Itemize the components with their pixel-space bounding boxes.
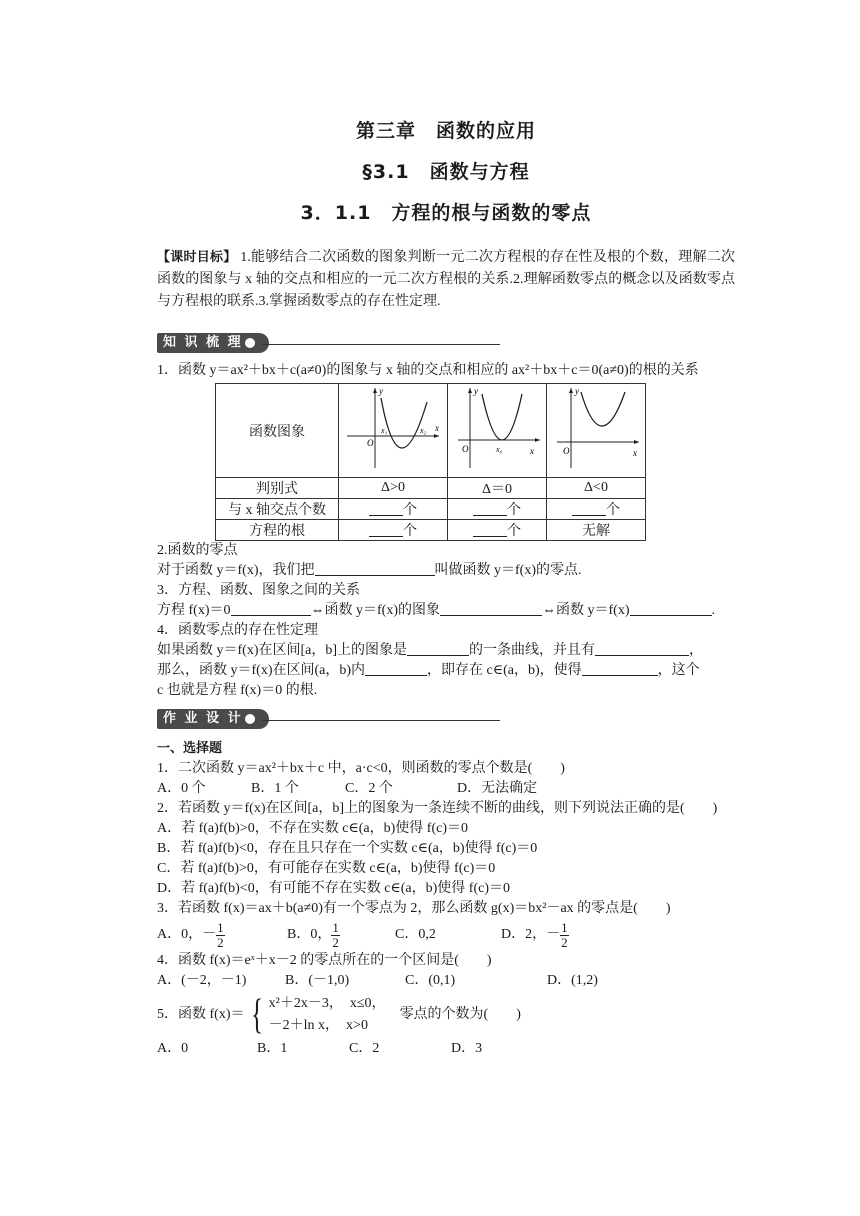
option-a[interactable]: A．0，－ $\frac{1}{2}$ bbox=[157, 919, 224, 950]
question-1: 1．二次函数 y＝ax²＋bx＋c 中，a·c<0，则函数的零点个数是( ) bbox=[157, 761, 565, 776]
fill-blank[interactable] bbox=[473, 501, 507, 516]
table-cell: Δ>0 bbox=[339, 478, 448, 499]
table-cell[interactable]: 个 bbox=[448, 520, 547, 541]
exercise-heading: 一、选择题 bbox=[157, 741, 223, 756]
knowledge-item-3-title: 3．方程、函数、图象之间的关系 bbox=[157, 583, 360, 598]
fill-blank[interactable] bbox=[407, 641, 469, 656]
question-3: 3．若函数 f(x)＝ax＋b(a≠0)有一个零点为 2，那么函数 g(x)＝bx²－ax 的零点是( ) bbox=[157, 901, 671, 916]
document-page bbox=[157, 112, 735, 1059]
badge-dot-icon bbox=[245, 714, 255, 724]
option-c[interactable]: C．0,2 bbox=[395, 927, 436, 942]
axis-x-label: x bbox=[435, 423, 439, 433]
option-c[interactable]: C．2 个 bbox=[345, 781, 393, 796]
knowledge-item-1: 1．函数 y＝ax²＋bx＋c(a≠0)的图象与 x 轴的交点和相应的 ax²＋bx＋c＝0(a≠0)的根的关系 bbox=[157, 363, 699, 378]
option-b[interactable]: B．若 f(a)f(b)<0，存在且只存在一个实数 c∈(a，b)使得 f(c)＝0 bbox=[157, 841, 538, 856]
option-b[interactable]: B．1 bbox=[257, 1041, 288, 1056]
row-label: 方程的根 bbox=[216, 520, 339, 541]
option-a[interactable]: A．0 个 bbox=[157, 781, 206, 796]
fill-blank[interactable] bbox=[572, 501, 606, 516]
lesson-goal bbox=[157, 247, 735, 313]
table-cell[interactable]: 个 bbox=[448, 499, 547, 520]
fraction: $\frac{1}{2}$ bbox=[332, 919, 339, 950]
option-b[interactable]: B．(－1,0) bbox=[285, 973, 350, 988]
option-a[interactable]: A．(－2，－1) bbox=[157, 973, 247, 988]
option-d[interactable]: D．3 bbox=[451, 1041, 483, 1056]
fill-blank[interactable] bbox=[369, 522, 403, 537]
homework-badge: 作 业 设 计 bbox=[157, 709, 269, 729]
table-cell: 无解 bbox=[547, 520, 646, 541]
homework-section-header bbox=[157, 709, 735, 731]
knowledge-section-header bbox=[157, 333, 735, 355]
parabola-one-root-graph bbox=[450, 384, 544, 472]
section-divider bbox=[262, 720, 500, 721]
option-c[interactable]: C．2 bbox=[349, 1041, 380, 1056]
origin-label: O bbox=[367, 438, 374, 448]
question-2: 2．若函数 y＝f(x)在区间[a，b]上的图象为一条连续不断的曲线，则下列说法正确的是( ) bbox=[157, 801, 718, 816]
option-c[interactable]: C．(0,1) bbox=[405, 973, 456, 988]
knowledge-item-3: 方程 f(x)＝0 ⇔函数 y＝f(x)的图象 ⇔函数 y＝f(x) . bbox=[157, 603, 715, 618]
table-row bbox=[216, 520, 646, 541]
table-cell[interactable]: 个 bbox=[547, 499, 646, 520]
knowledge-badge: 知 识 梳 理 bbox=[157, 333, 269, 353]
fill-blank[interactable] bbox=[315, 561, 435, 576]
fraction: $\frac{1}{2}$ bbox=[561, 919, 568, 950]
graph-no-root bbox=[547, 384, 646, 478]
badge-dot-icon bbox=[245, 338, 255, 348]
goal-label: 【课时目标】 bbox=[157, 250, 237, 265]
question-5: 5．函数 f(x)＝ { x²＋2x－3， x≤0， －2＋ln x， x>0 零点的个数为( ) bbox=[157, 992, 521, 1038]
fill-blank[interactable] bbox=[473, 522, 507, 537]
fill-blank[interactable] bbox=[582, 661, 658, 676]
axis-y-label: y bbox=[379, 386, 383, 396]
knowledge-item-4-title: 4．函数零点的存在性定理 bbox=[157, 623, 318, 638]
graph-two-roots bbox=[339, 384, 448, 478]
axis-y-label: y bbox=[474, 386, 478, 396]
option-a[interactable]: A．若 f(a)f(b)>0，不存在实数 c∈(a，b)使得 f(c)＝0 bbox=[157, 821, 469, 836]
roots-table bbox=[215, 383, 646, 541]
question-4: 4．函数 f(x)＝eˣ＋x－2 的零点所在的一个区间是( ) bbox=[157, 953, 492, 968]
axis-x-label: x bbox=[530, 446, 534, 456]
fill-blank[interactable] bbox=[595, 641, 689, 656]
goal-text: 1.能够结合二次函数的图象判断一元二次方程根的存在性及根的个数，理解二次函数的图象与 x 轴的交点和相应的一元二次方程根的关系.2.理解函数零点的概念以及函数零点与方程根的联系.3.掌握函数零点的存在性定理. bbox=[157, 250, 735, 309]
subsection-title: 3．1.1 方程的根与函数的零点 bbox=[300, 202, 592, 224]
origin-label: O bbox=[462, 444, 469, 454]
piecewise-cases: x²＋2x－3， x≤0， －2＋ln x， x>0 bbox=[268, 996, 386, 1033]
root-x2-label: x₂ bbox=[420, 426, 427, 435]
parabola-no-root-graph bbox=[549, 384, 643, 472]
option-d[interactable]: D．无法确定 bbox=[457, 781, 538, 796]
chapter-title: 第三章 函数的应用 bbox=[355, 120, 536, 142]
question-3-options bbox=[157, 919, 735, 951]
option-b[interactable]: B．0， $\frac{1}{2}$ bbox=[287, 919, 339, 950]
axis-x-label: x bbox=[633, 448, 637, 458]
fill-blank[interactable] bbox=[440, 601, 542, 616]
table-row bbox=[216, 478, 646, 499]
parabola-two-roots-graph bbox=[341, 384, 445, 472]
section-divider bbox=[262, 344, 500, 345]
axis-y-label: y bbox=[575, 386, 579, 396]
root-x1-label: x₁ bbox=[381, 426, 388, 435]
graph-label-cell: 函数图象 bbox=[216, 384, 339, 478]
table-row bbox=[216, 499, 646, 520]
table-cell[interactable]: 个 bbox=[339, 499, 448, 520]
row-label: 判别式 bbox=[216, 478, 339, 499]
question-1-options bbox=[157, 779, 735, 799]
fill-blank[interactable] bbox=[630, 601, 712, 616]
left-brace-icon: { bbox=[250, 992, 263, 1038]
fill-blank[interactable] bbox=[369, 501, 403, 516]
question-4-options bbox=[157, 971, 735, 991]
section-title: §3.1 函数与方程 bbox=[362, 161, 530, 183]
graph-one-root bbox=[448, 384, 547, 478]
origin-label: O bbox=[563, 446, 570, 456]
knowledge-item-2: 对于函数 y＝f(x)，我们把 叫做函数 y＝f(x)的零点. bbox=[157, 563, 582, 578]
option-d[interactable]: D．若 f(a)f(b)<0，有可能不存在实数 c∈(a，b)使得 f(c)＝0 bbox=[157, 881, 511, 896]
root-x0-label: x₀ bbox=[496, 445, 503, 454]
table-cell: Δ＝0 bbox=[448, 478, 547, 499]
option-d[interactable]: D．(1,2) bbox=[547, 973, 598, 988]
row-label: 与 x 轴交点个数 bbox=[216, 499, 339, 520]
table-cell: Δ<0 bbox=[547, 478, 646, 499]
fraction: $\frac{1}{2}$ bbox=[217, 919, 224, 950]
option-c[interactable]: C．若 f(a)f(b)>0，有可能存在实数 c∈(a，b)使得 f(c)＝0 bbox=[157, 861, 496, 876]
option-b[interactable]: B．1 个 bbox=[251, 781, 299, 796]
fill-blank[interactable] bbox=[231, 601, 311, 616]
knowledge-item-2-title: 2.函数的零点 bbox=[157, 543, 238, 558]
question-5-options bbox=[157, 1039, 735, 1059]
option-d[interactable]: D．2，－ $\frac{1}{2}$ bbox=[501, 919, 568, 950]
fill-blank[interactable] bbox=[365, 661, 427, 676]
option-a[interactable]: A．0 bbox=[157, 1041, 189, 1056]
knowledge-item-4: 如果函数 y＝f(x)在区间[a，b]上的图象是 的一条曲线，并且有 ， 那么，函数 y＝f(x)在区间(a，b)内 ，即存在 c∈(a，b)，使得 ，这个 c 也就是方程 f(x)＝0 的根. bbox=[157, 643, 704, 698]
table-cell[interactable]: 个 bbox=[339, 520, 448, 541]
